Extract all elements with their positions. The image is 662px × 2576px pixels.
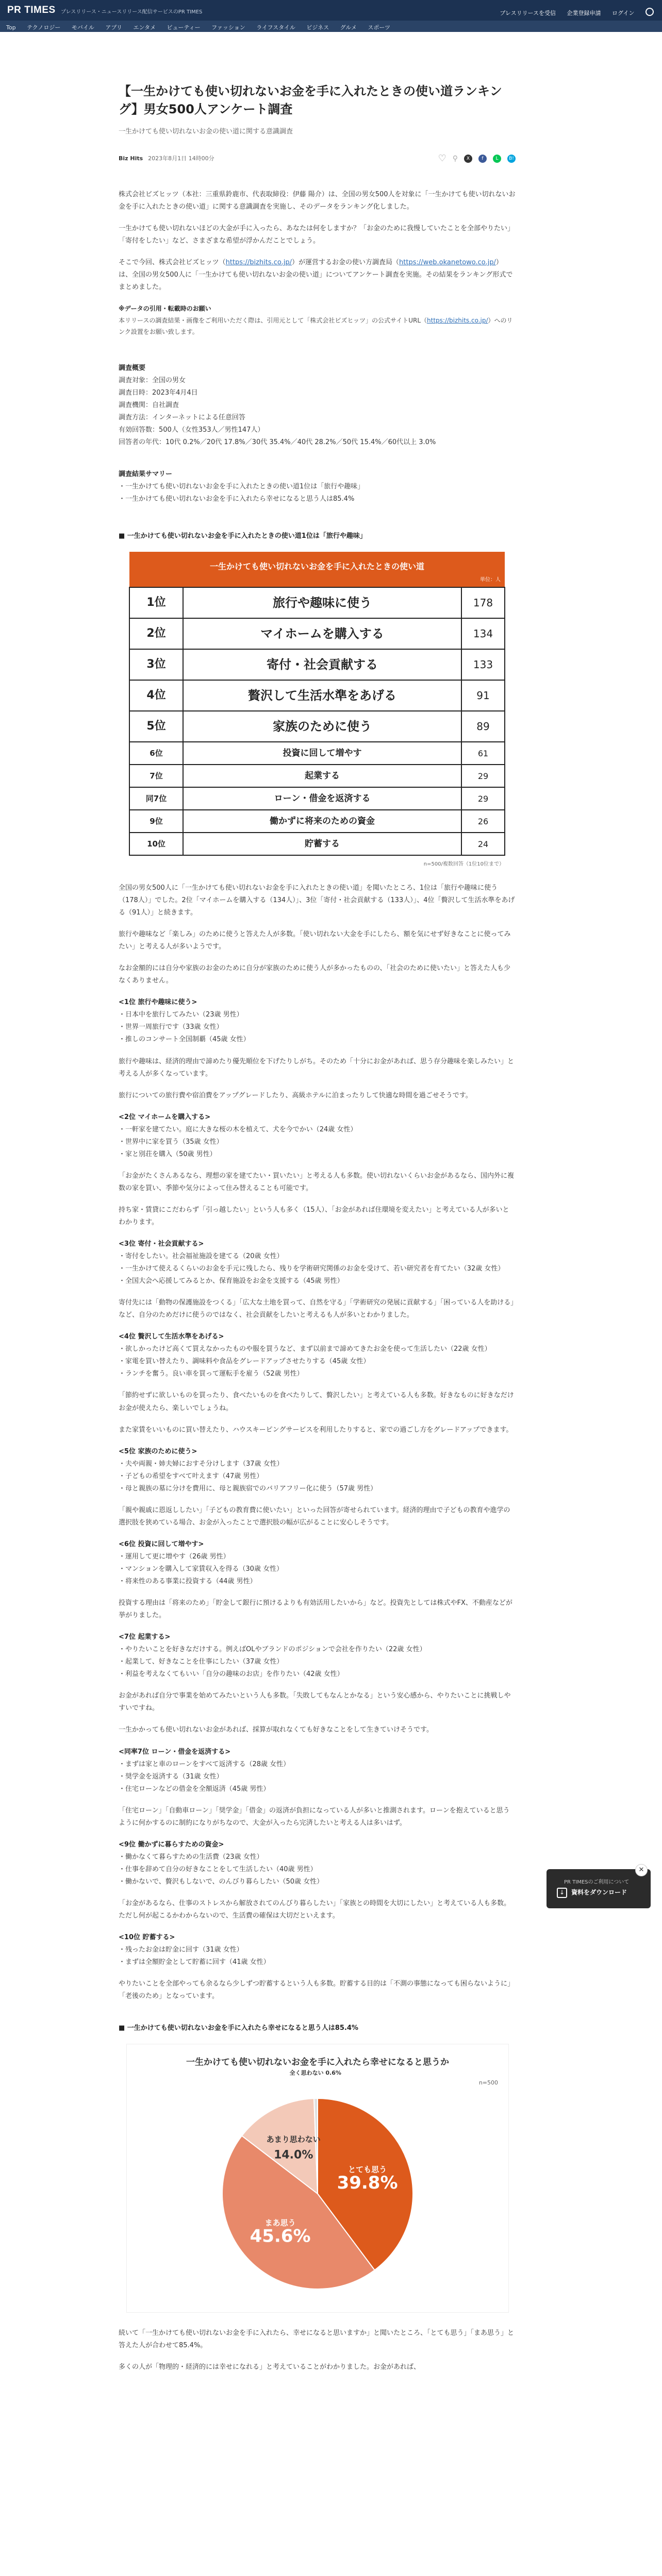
- body-paragraph: お金があれば自分で事業を始めてみたいという人も多数。「失敗してもなんとかなる」という安心感から、やりたいことに挑戦しやすいですね。: [119, 1692, 511, 1713]
- rank-block: [119, 1839, 516, 1888]
- section-heading: ■ 一生かけても使い切れないお金を手に入れたときの使い道1位は「旅行や趣味」: [119, 532, 367, 540]
- rank-heading: <6位 投資に回して増やす>: [119, 1540, 204, 1548]
- close-icon[interactable]: ✕: [635, 1864, 648, 1876]
- text: 本リリースの調査結果・画像をご利用いただく際は、引用元として「株式会社ビズヒッツ」の公式サイトURL（: [119, 316, 427, 324]
- overview-item: 調査日時：2023年4月4日: [119, 388, 198, 397]
- quote: ・寄付をしたい。社会福祉施設を建てる（20歳 女性）: [119, 1252, 284, 1261]
- rank-block: [119, 1446, 516, 1495]
- table-row: [129, 833, 505, 855]
- body-paragraph: 多くの人が「物理的・経済的には幸せになれる」と考えていることがわかりました。お金があれば、: [119, 2363, 421, 2371]
- pie-label-not-really: あまり思わない: [266, 2134, 321, 2144]
- answer: マイホームを購入する: [183, 618, 461, 649]
- count: 133: [461, 649, 505, 680]
- body-paragraph: なお金額的には自分や家族のお金のために自分が家族のために使う人が多かったものの、「社会のために使いたい」と答えた人も少なくありません。: [119, 964, 510, 985]
- article-meta: [119, 154, 516, 164]
- intro-paragraph: 株式会社ビズヒッツ（本社：三重県鈴鹿市、代表取締役：伊藤 陽介）は、全国の男女500人を対象に「一生かけても使い切れないお金を手に入れたときの使い道」に関する意識調査を実施し、そのデータをランキング化しました。: [119, 190, 516, 211]
- body-paragraph: 寄付先には「動物の保護施設をつくる」「広大な土地を買って、自然を守る」「学術研究の発展に貢献する」「困っている人を助ける」など、自分のためだけに使うのではなく、社会貢献をしたいと考えるも人が多いとわかりました。: [119, 1299, 514, 1319]
- pie-label-somewhat: まあ思う: [264, 2218, 296, 2228]
- pie-chart: [127, 2044, 508, 2312]
- quote: ・世界中に家を買う（35歳 女性）: [119, 1138, 223, 1146]
- table-row: [129, 742, 505, 765]
- quote: ・家と別荘を購入（50歳 男性）: [119, 1150, 217, 1158]
- rank: 7位: [129, 765, 183, 787]
- cat-gourmet[interactable]: グルメ: [340, 24, 357, 31]
- rank-block: [119, 1111, 516, 1161]
- count: 178: [461, 587, 505, 618]
- answer: 旅行や趣味に使う: [183, 587, 461, 618]
- body-paragraph: 「親や親戚に恩返ししたい」「子どもの教育費に使いたい」といった回答が寄せられています。経済的理由で子どもの教育や進学の選択肢を狭めている場合、お金が入ったことで選択肢の幅が広がることに安心しそうです。: [119, 1506, 510, 1527]
- link-paragraph: [119, 257, 516, 294]
- rank-block: [119, 1631, 516, 1681]
- pie-label-not-at_all: 全く思わない 0.6%: [289, 2070, 341, 2077]
- bizhits-link[interactable]: https://bizhits.co.jp/: [427, 316, 488, 324]
- body-paragraph: 投資する理由は「将来のため」「貯金して銀行に預けるよりも有効活用したいから」など。投資先としては株式やFX、不動産などが挙がりました。: [119, 1599, 512, 1620]
- rank: 6位: [129, 742, 183, 765]
- answer: 起業する: [183, 765, 461, 787]
- quote: ・一生かけて使えるくらいのお金を手元に残したら、残りを学術研究関係のお金を受けて、若い研究者を育てたい（32歳 女性）: [119, 1265, 505, 1273]
- count: 134: [461, 618, 505, 649]
- table-row: [129, 711, 505, 742]
- article-title: 【一生かけても使い切れないお金を手に入れたときの使い道ランキング】男女500人アンケート調査: [119, 84, 502, 116]
- pie-label-very: とても思う: [348, 2165, 387, 2175]
- quote: ・運用して更に増やす（26歳 男性）: [119, 1552, 230, 1561]
- rank-heading: <5位 家族のために使う>: [119, 1447, 197, 1455]
- overview-item: 回答者の年代：10代 0.2%／20代 17.8%／30代 35.4%／40代 28.2%／50代 15.4%／60代以上 3.0%: [119, 438, 436, 447]
- category-nav: [0, 21, 662, 32]
- x-icon[interactable]: X: [464, 155, 472, 163]
- download-material-button[interactable]: [547, 1866, 651, 1908]
- table-row: [129, 587, 505, 618]
- pie-n: n=500: [478, 2079, 498, 2087]
- body-paragraph: 一生かかっても使い切れないお金があれば、採算が取れなくても好きなことをして生きていけそうです。: [119, 1726, 433, 1734]
- company-register-link[interactable]: 企業登録申請: [567, 10, 601, 16]
- rank-heading: <7位 起業する>: [119, 1633, 171, 1641]
- text: ）へのリンク設置をお願い致します。: [119, 316, 513, 335]
- pie-value-very: 39.8%: [337, 2173, 398, 2194]
- cat-app[interactable]: アプリ: [105, 24, 122, 31]
- body-paragraph: やりたいことを全部やっても余るなら少しずつ貯蓄するという人も多数。貯蓄する目的は「不測の事態になっても困らないように」「老後のため」となっています。: [119, 1980, 515, 2001]
- body-paragraph: 旅行や趣味など「楽しみ」のために使うと答えた人が多数。「使い切れない大金を手にしたら、額を気にせず好きなことに使ってみたい」と考える人が多いようです。: [119, 930, 511, 951]
- quote: ・夫や両親・姉夫婦におすそ分けします（37歳 女性）: [119, 1460, 284, 1468]
- cat-business[interactable]: ビジネス: [306, 24, 329, 31]
- search-icon[interactable]: [646, 8, 654, 16]
- count: 29: [461, 765, 505, 787]
- site-tagline: プレスリリース・ニュースリリース配信サービスのPR TIMES: [61, 9, 203, 15]
- rank: 3位: [129, 649, 183, 680]
- quote: ・利益を考えなくてもいい「自分の趣味のお店」を作りたい（42歳 女性）: [119, 1670, 344, 1679]
- site-logo[interactable]: PR TIMES: [7, 5, 56, 15]
- site-header: [0, 0, 662, 21]
- rank-heading: <9位 働かずに暮らすための資金>: [119, 1840, 224, 1849]
- ranking-note: n=500/複数回答（1位10位まで）: [423, 861, 504, 868]
- cat-mobile[interactable]: モバイル: [71, 24, 94, 31]
- hatena-icon[interactable]: B!: [507, 155, 516, 163]
- quote: ・住宅ローンなどの借金を全額返済（45歳 男性）: [119, 1785, 270, 1793]
- receive-release-link[interactable]: プレスリリースを受信: [500, 10, 556, 16]
- rank: 2位: [129, 618, 183, 649]
- pie-value-somewhat: 45.6%: [250, 2226, 311, 2247]
- rank: 9位: [129, 810, 183, 833]
- answer: 投資に回して増やす: [183, 742, 461, 765]
- answer: 貯蓄する: [183, 833, 461, 855]
- overview-section: [119, 362, 516, 449]
- count: 26: [461, 810, 505, 833]
- rank: 4位: [129, 680, 183, 711]
- rank: 10位: [129, 833, 183, 855]
- body-paragraph: また家賃をいいものに買い替えたり、ハウスキーピングサービスを利用したりすると、家での過ごし方をグレードアップできます。: [119, 1426, 513, 1434]
- rank: 5位: [129, 711, 183, 742]
- summary-item: ・一生かけても使い切れないお金を手に入れたときの使い道1位は「旅行や趣味」: [119, 483, 365, 491]
- facebook-icon[interactable]: f: [478, 155, 487, 163]
- rank: 同7位: [129, 787, 183, 810]
- quote: ・推しのコンサート全国制覇（45歳 女性）: [119, 1036, 250, 1044]
- bizhits-link[interactable]: https://bizhits.co.jp/: [225, 259, 292, 267]
- quote: ・マンションを購入して家賃収入を得る（30歳 女性）: [119, 1565, 284, 1573]
- quote: ・母と親族の墓に分けを費用に、母と親族宿でのバリアフリー化に使う（57歳 男性）: [119, 1484, 377, 1493]
- body-paragraph: 「住宅ローン」「自動車ローン」「奨学金」「借金」の返済が負担になっている人が多いと推測されます。ローンを抱えていると思うように何かするのに制約になりがちなので、大金が入ったら完済したいと考える人は多いはず。: [119, 1806, 510, 1827]
- count: 29: [461, 787, 505, 810]
- section-heading: ■ 一生かけても使い切れないお金を手に入れたら幸せになると思う人は85.4%: [119, 2024, 358, 2032]
- quote: ・まずは全額貯金として貯蓄に回す（41歳 女性）: [119, 1958, 270, 1967]
- pie-chart-image: [126, 2044, 509, 2313]
- line-icon[interactable]: L: [493, 155, 501, 163]
- rank-heading: <3位 寄付・社会貢献する>: [119, 1240, 204, 1248]
- table-row: [129, 649, 505, 680]
- download-label: 資料をダウンロード: [571, 1889, 627, 1896]
- table-row: [129, 787, 505, 810]
- download-caption: PR TIMESのご利用について: [564, 1879, 630, 1885]
- text: ）が運営するお金の使い方調査局（: [292, 259, 400, 267]
- overview-item: 調査方法：インターネットによる任意回答: [119, 414, 245, 422]
- summary-section: [119, 468, 516, 505]
- table-row: [129, 680, 505, 711]
- overview-item: 調査対象：全国の男女: [119, 376, 186, 384]
- table-row: [129, 810, 505, 833]
- rank-heading: <10位 貯蓄する>: [119, 1934, 175, 1942]
- quote: ・働かなくて暮らすための生活費（23歳 女性）: [119, 1853, 263, 1861]
- article-column: [119, 82, 516, 2383]
- body-paragraph: 持ち家・賃貸にこだわらず「引っ越したい」という人も多く（15人）、「お金があれば住環境を変えたい」と考えている人が多いとわかります。: [119, 1206, 509, 1226]
- article-subtitle: 一生かけても使い切れないお金の使い道に関する意識調査: [119, 127, 293, 135]
- answer: 贅沢して生活水準をあげる: [183, 680, 461, 711]
- intro-paragraph: 一生かけても使い切れないほどの大金が手に入ったら、あなたは何をしますか？「お金のために我慢していたことを全部やりたい」「寄付をしたい」など、さまざまな希望が浮かんだことでしょう。: [119, 225, 515, 245]
- rank-block: [119, 1931, 516, 1969]
- body-paragraph: 「節約せずに欲しいものを買ったり、食べたいものを食べたりして、贅沢したい」と考えている人も多数。好きなものに好きなだけお金が使えたら、楽しいでしょうね。: [119, 1392, 514, 1412]
- login-link[interactable]: ログイン: [612, 10, 635, 16]
- table-row: [129, 765, 505, 787]
- body-paragraph: 続いて「一生かけても使い切れないお金を手に入れたら、幸せになると思いますか」と聞いたところ、「とても思う」「まあ思う」と答えた人が合わせて85.4%。: [119, 2329, 515, 2350]
- company-name[interactable]: Biz Hits: [119, 155, 143, 162]
- answer: 働かずに将来のための資金: [183, 810, 461, 833]
- download-icon: ↓: [557, 1888, 567, 1898]
- quote: ・働かないで、贅沢もしないで、のんびり暮らしたい（50歳 女性）: [119, 1877, 324, 1886]
- quote: ・やりたいことを好きなだけする。例えばOLやブランドのポジションで会社を作りたい（22歳 女性）: [119, 1646, 426, 1654]
- rank: 1位: [129, 587, 183, 618]
- quote: ・起業して、好きなことを仕事にしたい（37歳 女性）: [119, 1658, 284, 1666]
- body-paragraph: 「お金があるなら、仕事のストレスから解放されてのんびり暮らしたい」「家族との時間を大切にしたい」と考えている人も多数。ただし何が起こるかわからないので、生活費の確保は大切だといえます。: [119, 1899, 511, 1920]
- share-bar: [438, 152, 516, 164]
- quote: ・世界一周旅行です（33歳 女性）: [119, 1023, 223, 1031]
- quote-notice-head: ※データの引用・転載時のお願い: [119, 305, 211, 313]
- overview-head: 調査概要: [119, 364, 146, 372]
- overview-item: 調査機関：自社調査: [119, 401, 179, 410]
- count: 24: [461, 833, 505, 855]
- body-paragraph: 旅行や趣味は、経済的理由で諦めたり優先順位を下げたりしがち。そのため「十分にお金があれば、思う存分趣味を楽しみたい」と考える人が多くなっています。: [119, 1057, 515, 1078]
- quote: ・全国大会へ応援してみるとか、保育施設をお金を支援する（45歳 男性）: [119, 1277, 344, 1285]
- rank-block: [119, 1746, 516, 1795]
- body-paragraph: 全国の男女500人に「一生かけても使い切れないお金を手に入れたときの使い道」を聞いたところ、1位は「旅行や趣味に使う（178人）」でした。2位「マイホームを購入する（134人）」、3位「寄付・社会貢献する（133人）」、4位「贅沢して生活水準をあげる（91人）」と続きます。: [119, 884, 515, 917]
- quote: ・残ったお金は貯金に回す（31歳 女性）: [119, 1946, 243, 1954]
- quote: ・将来性のある事業に投資する（44歳 男性）: [119, 1578, 257, 1586]
- summary-item: ・一生かけても使い切れないお金を手に入れたら幸せになると思う人は85.4%: [119, 495, 355, 503]
- ranking-table: [129, 552, 505, 856]
- cat-technology[interactable]: テクノロジー: [27, 24, 61, 31]
- table-row: [129, 618, 505, 649]
- body-paragraph: 「お金がたくさんあるなら、理想の家を建てたい・買いたい」と考える人も多数。使い切れないくらいお金があるなら、国内外に複数の家を買い、季節や気分によって住み替えることも可能です。: [119, 1172, 515, 1192]
- cat-sports[interactable]: スポーツ: [368, 24, 390, 31]
- count: 91: [461, 680, 505, 711]
- quote: ・一軒家を建てたい。庭に大きな桜の木を植えて、犬を今でかい（24歳 女性）: [119, 1125, 357, 1133]
- text: ）は、全国の男女500人に「一生かけても使い切れないお金の使い道」についてアンケート調査を実施。その結果をランキング形式でまとめました。: [119, 259, 513, 292]
- cat-entertainment[interactable]: エンタメ: [133, 24, 156, 31]
- rank-heading: <2位 マイホームを購入する>: [119, 1113, 211, 1121]
- count: 61: [461, 742, 505, 765]
- answer: 家族のために使う: [183, 711, 461, 742]
- rank-block: [119, 1238, 516, 1287]
- heart-icon[interactable]: ♡: [438, 152, 446, 164]
- body-paragraph: 旅行についての旅行費や宿泊費をアップグレードしたり、高級ホテルに泊まったりして快適な時間を過ごせそうです。: [119, 1091, 472, 1099]
- answer: ローン・借金を返済する: [183, 787, 461, 810]
- pie-value-not-really: 14.0%: [274, 2148, 313, 2162]
- text: そこで今回、株式会社ビズヒッツ（: [119, 259, 226, 267]
- rank-heading: <4位 贅沢して生活水準をあげる>: [119, 1333, 224, 1341]
- quote: ・欲しかったけど高くて買えなかったものや服を買うなど、まず以前まで諦めてきたお金を使って生活したい（22歳 女性）: [119, 1345, 491, 1353]
- quote: ・ランチを奮う。良い車を買って運転手を雇う（52歳 男性）: [119, 1370, 304, 1378]
- quote: ・仕事を辞めて自分の好きなことをして生活したい（40歳 男性）: [119, 1865, 317, 1873]
- quote: ・子どもの希望をすべて叶えます（47歳 男性）: [119, 1472, 263, 1480]
- cat-fashion[interactable]: ファッション: [211, 24, 245, 31]
- ranking-title: 一生かけても使い切れないお金を手に入れたときの使い道: [129, 552, 505, 575]
- quote: ・家電を買い替えたり、調味料や食品をグレードアップさせたりする（45歳 女性）: [119, 1358, 370, 1366]
- rank-heading: <同率7位 ローン・借金を返済する>: [119, 1748, 231, 1756]
- quote: ・日本中を旅行してみたい（23歳 男性）: [119, 1011, 243, 1019]
- ranking-table-image: [119, 552, 516, 856]
- rank-block: [119, 996, 516, 1046]
- rank-block: [119, 1538, 516, 1588]
- rank-block: [119, 1331, 516, 1380]
- pin-icon[interactable]: ⚲: [452, 154, 458, 163]
- cat-beauty[interactable]: ビューティー: [167, 24, 201, 31]
- okanetowo-link[interactable]: https://web.okanetowo.co.jp/: [399, 259, 496, 267]
- answer: 寄付・社会貢献する: [183, 649, 461, 680]
- quote: ・奨学金を返済する（31歳 女性）: [119, 1772, 223, 1781]
- cat-lifestyle[interactable]: ライフスタイル: [256, 24, 295, 31]
- pie-title: 一生かけても使い切れないお金を手に入れたら幸せになると思うか: [186, 2057, 449, 2068]
- cat-top[interactable]: Top: [6, 24, 16, 31]
- publish-date: 2023年8月1日 14時00分: [148, 155, 214, 162]
- count: 89: [461, 711, 505, 742]
- rank-heading: <1位 旅行や趣味に使う>: [119, 998, 197, 1007]
- summary-head: 調査結果サマリー: [119, 470, 173, 479]
- header-links: [490, 7, 654, 17]
- quote: ・まずは家と車のローンをすべて返済する（28歳 女性）: [119, 1760, 290, 1768]
- ranking-unit: 単位：人: [129, 575, 505, 588]
- quote-notice: [119, 303, 516, 337]
- overview-item: 有効回答数：500人（女性353人／男性147人）: [119, 426, 264, 434]
